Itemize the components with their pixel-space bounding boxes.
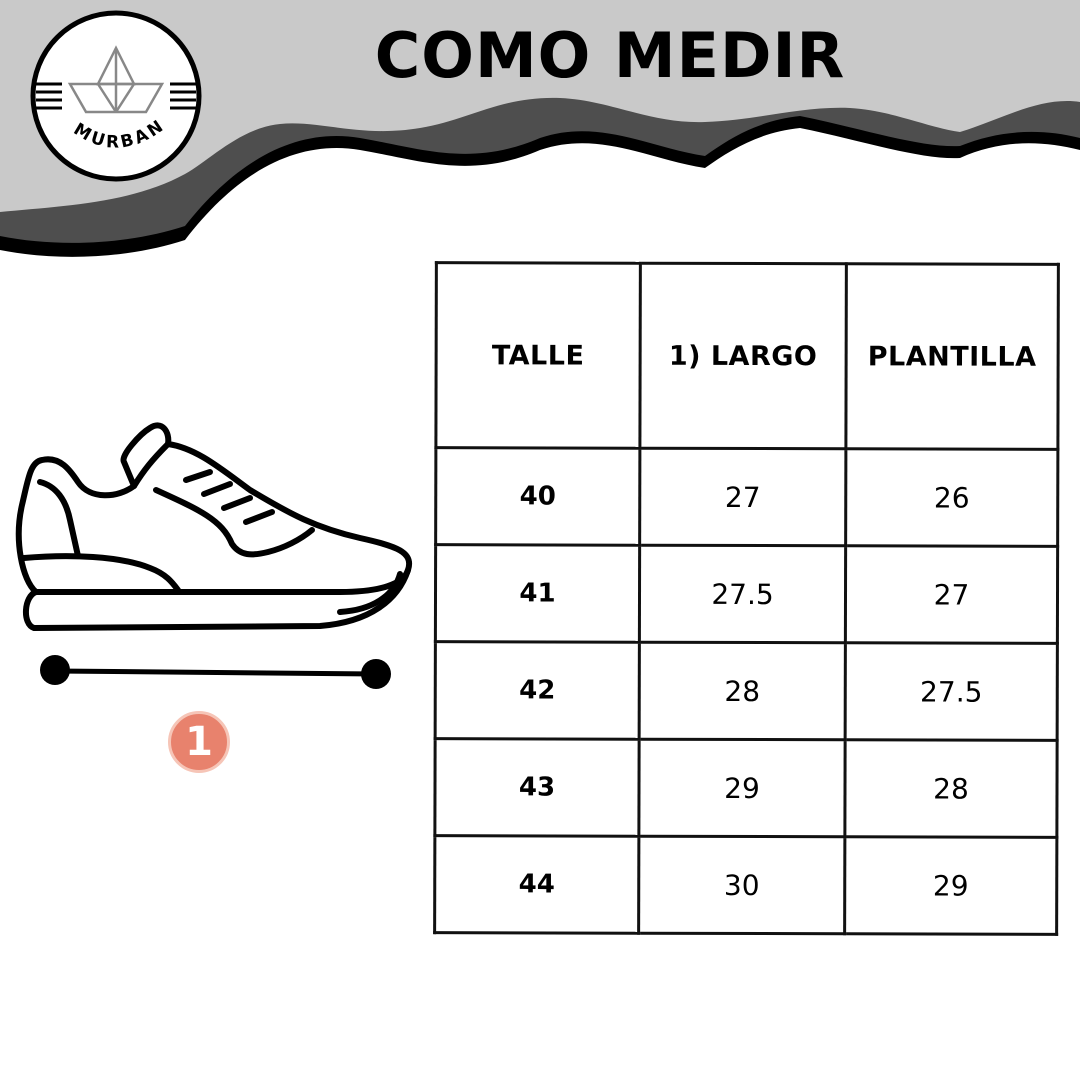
cell-talle: 40 [436,448,640,546]
cell-talle: 44 [435,836,639,934]
page-title: COMO MEDIR [374,19,846,92]
cell-plantilla: 28 [845,740,1057,838]
size-chart-table [433,261,1060,936]
table-row [435,545,1057,644]
cell-largo: 30 [639,836,845,934]
header-plantilla: PLANTILLA [846,264,1058,450]
step-number: 1 [185,719,213,765]
sneaker-outline-icon [10,420,420,700]
header-talle: TALLE [436,263,640,449]
step-number-badge [168,711,230,773]
murban-logo [28,8,204,184]
table-row [436,448,1058,547]
cell-plantilla: 27.5 [845,643,1057,741]
cell-largo: 29 [639,739,845,837]
table-row [435,836,1057,935]
cell-plantilla: 29 [845,837,1057,935]
table-row [435,642,1057,741]
cell-talle: 43 [435,739,639,837]
cell-plantilla: 27 [845,546,1057,644]
cell-largo: 27.5 [639,545,845,643]
cell-talle: 41 [435,545,639,643]
cell-largo: 27 [640,448,846,546]
header-largo: 1) LARGO [640,263,846,449]
table-header-row [436,263,1058,450]
cell-plantilla: 26 [846,449,1058,547]
cell-largo: 28 [639,642,845,740]
logo-text: MURBAN [69,115,170,153]
length-measure-line [40,655,391,689]
cell-talle: 42 [435,642,639,740]
table-row [435,739,1057,838]
